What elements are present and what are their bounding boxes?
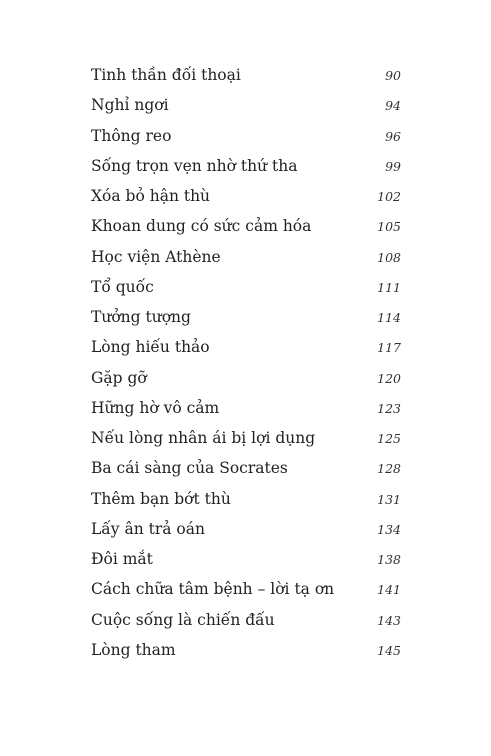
entry-page-number: 145 — [377, 642, 401, 658]
entry-page-number: 96 — [385, 128, 401, 144]
entry-page-number: 102 — [377, 189, 401, 204]
entry-title: Tổ quốc — [91, 277, 154, 296]
toc-entry — [91, 486, 401, 516]
toc-entry — [91, 274, 401, 304]
entry-page-number: 108 — [377, 249, 401, 265]
entry-title: Khoan dung có sức cảm hóa — [91, 217, 312, 236]
entry-title: Sống trọn vẹn nhờ thứ tha — [91, 156, 298, 175]
entry-title: Lòng tham — [91, 640, 176, 659]
entry-page-number: 105 — [377, 219, 401, 235]
toc-entry — [91, 365, 401, 395]
toc-entry — [91, 395, 401, 425]
toc-entry — [91, 244, 401, 274]
toc-entry — [91, 425, 401, 455]
toc-entry — [91, 516, 401, 546]
toc-entry — [91, 455, 401, 485]
entry-title: Thông reo — [91, 126, 172, 145]
entry-title: Thêm bạn bớt thù — [91, 489, 231, 508]
entry-title: Tinh thần đối thoại — [91, 66, 241, 84]
toc-entry — [91, 92, 401, 122]
toc-entry — [91, 637, 401, 667]
entry-page-number: 134 — [377, 521, 401, 537]
toc-entry — [91, 62, 401, 92]
toc-entry — [91, 576, 401, 606]
entry-title: Lòng hiếu thảo — [91, 338, 210, 357]
entry-page-number: 123 — [377, 400, 401, 416]
entry-title: Đôi mắt — [91, 550, 153, 568]
entry-title: Nghỉ ngơi — [91, 96, 169, 115]
entry-title: Nếu lòng nhân ái bị lợi dụng — [91, 429, 316, 447]
toc-entry — [91, 123, 401, 153]
entry-page-number: 111 — [377, 279, 401, 295]
entry-page-number: 120 — [377, 370, 401, 386]
entry-page-number: 114 — [377, 310, 401, 325]
toc-entry — [91, 183, 401, 213]
entry-page-number: 131 — [377, 491, 401, 507]
entry-title: Xóa bỏ hận thù — [91, 187, 211, 205]
entry-title: Cuộc sống là chiến đấu — [91, 610, 275, 629]
entry-title: Ba cái sàng của Socrates — [91, 459, 288, 478]
entry-title: Tưởng tượng — [91, 308, 191, 326]
toc-entry — [91, 304, 401, 334]
toc-entry — [91, 546, 401, 576]
toc-entry — [91, 213, 401, 243]
entry-page-number: 125 — [377, 431, 401, 446]
entry-title: Cách chữa tâm bệnh – lời tạ ơn — [91, 580, 335, 599]
entry-page-number: 99 — [385, 158, 401, 174]
entry-page-number: 94 — [385, 98, 401, 114]
toc-entry — [91, 607, 401, 637]
entry-page-number: 90 — [385, 68, 401, 83]
table-of-contents — [91, 62, 401, 667]
entry-title: Hững hờ vô cảm — [91, 398, 220, 417]
toc-entry — [91, 334, 401, 364]
entry-page-number: 117 — [377, 340, 401, 356]
entry-page-number: 143 — [377, 612, 401, 628]
entry-title: Gặp gỡ — [91, 368, 147, 387]
entry-page-number: 141 — [377, 582, 401, 598]
entry-page-number: 128 — [377, 461, 401, 477]
entry-title: Học viện Athène — [91, 247, 221, 266]
entry-page-number: 138 — [377, 552, 401, 567]
entry-title: Lấy ân trả oán — [91, 519, 205, 538]
toc-entry — [91, 153, 401, 183]
